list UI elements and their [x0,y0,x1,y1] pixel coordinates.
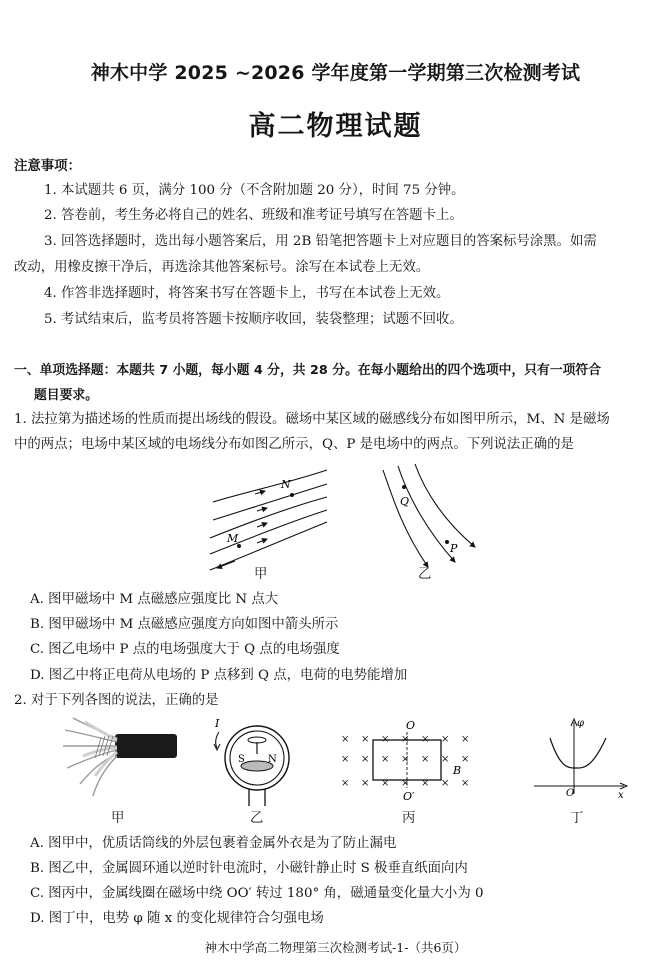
label-n: N [268,754,277,765]
q1-option-b: B. 图甲磁场中 M 点磁感应强度方向如图中箭头所示 [30,617,339,632]
label-phi: φ [577,718,585,729]
label-n: N [281,478,291,491]
field-cross-mark: × [341,778,350,789]
exam-title: 神木中学 2025 ~2026 学年度第一学期第三次检测考试 [90,62,581,84]
q1-fig-a-caption: 甲 [254,567,268,582]
point-n-dot [290,493,294,497]
subject-title: 高二物理试题 [248,111,423,142]
field-cross-mark: × [341,754,350,765]
section-heading: 一、单项选择题：本题共 7 小题，每小题 4 分，共 28 分。在每小题给出的四个选项中，只有一项符合 [14,363,602,378]
field-cross-mark: × [461,754,470,765]
q2-fig-d-caption: 丁 [570,811,584,826]
label-p: P [450,542,458,555]
q2-fig-a-caption: 甲 [111,811,125,826]
q2-figure-shielded-cable [55,712,180,802]
notice-heading: 注意事项： [14,159,81,174]
field-cross-mark: × [441,754,450,765]
q1-option-a: A. 图甲磁场中 M 点磁感应强度比 N 点大 [30,592,279,607]
field-cross-mark: × [401,754,410,765]
notice-item: 2. 答卷前，考生务必将自己的姓名、班级和准考证号填写在答题卡上。 [44,208,463,223]
q1-stem-cont: 中的两点；电场中某区域的电场线分布如图乙所示，Q、P 是电场中的两点。下列说法正确的是 [14,437,574,452]
point-p-dot [445,540,449,544]
q2-option-c: C. 图丙中，金属线圈在磁场中绕 OO′ 转过 180° 角，磁通量变化量大小为 0 [30,886,484,901]
label-q: Q [400,495,410,508]
label-o-top: O [406,719,416,732]
field-cross-mark: × [341,734,350,745]
q1-option-c: C. 图乙电场中 P 点的电场强度大于 Q 点的电场强度 [30,642,340,657]
field-cross-mark: × [421,734,430,745]
section-heading-cont: 题目要求。 [34,388,98,403]
label-o: O [566,788,575,799]
field-cross-mark: × [361,778,370,789]
point-q-dot [402,485,406,489]
field-cross-mark: × [361,754,370,765]
label-x: x [618,790,624,801]
field-cross-mark: × [461,778,470,789]
q2-stem: 2. 对于下列各图的说法，正确的是 [14,693,219,708]
label-i: I [215,717,220,730]
field-cross-mark: × [401,734,410,745]
q1-stem: 1. 法拉第为描述场的性质而提出场线的假设。磁场中某区域的磁感线分布如图甲所示，M、N 是磁场 [14,412,610,427]
q2-fig-c-caption: 丙 [402,811,416,826]
field-cross-mark: × [381,754,390,765]
q1-figure-electric-field [380,462,480,572]
field-cross-mark: × [381,734,390,745]
label-s: S [238,754,245,765]
notice-item: 5. 考试结束后，监考员将答题卡按顺序收回，装袋整理；试题不回收。 [44,312,463,327]
field-cross-mark: × [441,734,450,745]
q2-figure-current-loop [205,714,305,809]
q2-option-a: A. 图甲中，优质话筒线的外层包裹着金属外衣是为了防止漏电 [30,836,397,851]
q2-figure-potential-graph [530,716,630,801]
notice-item: 1. 本试题共 6 页，满分 100 分（不含附加题 20 分），时间 75 分钟。 [44,183,465,198]
label-b: B [453,764,462,777]
field-cross-mark: × [381,778,390,789]
q2-fig-b-caption: 乙 [250,811,264,826]
q2-figure-coil-in-field [335,718,475,803]
label-o-bottom: O′ [403,790,415,803]
field-cross-mark: × [461,734,470,745]
page-footer: 神木中学高二物理第三次检测考试-1-（共6页） [204,940,467,955]
field-cross-mark: × [441,778,450,789]
q1-option-d: D. 图乙中将正电荷从电场的 P 点移到 Q 点，电荷的电势能增加 [30,668,408,683]
label-m: M [227,532,239,545]
q2-option-b: B. 图乙中，金属圆环通以逆时针电流时，小磁针静止时 S 极垂直纸面向内 [30,861,468,876]
notice-item: 4. 作答非选择题时，将答案书写在答题卡上，书写在本试卷上无效。 [44,286,450,301]
field-cross-mark: × [421,778,430,789]
field-cross-mark: × [361,734,370,745]
field-cross-mark: × [401,778,410,789]
q1-fig-b-caption: 乙 [418,567,432,582]
field-cross-mark: × [421,754,430,765]
notice-item: 改动，用橡皮擦干净后，再选涂其他答案标号。涂写在本试卷上无效。 [14,260,430,275]
q2-option-d: D. 图丁中，电势 φ 随 x 的变化规律符合匀强电场 [30,911,324,926]
notice-item: 3. 回答选择题时，选出每小题答案后，用 2B 铅笔把答题卡上对应题目的答案标号涂黑。如需 [44,234,597,249]
